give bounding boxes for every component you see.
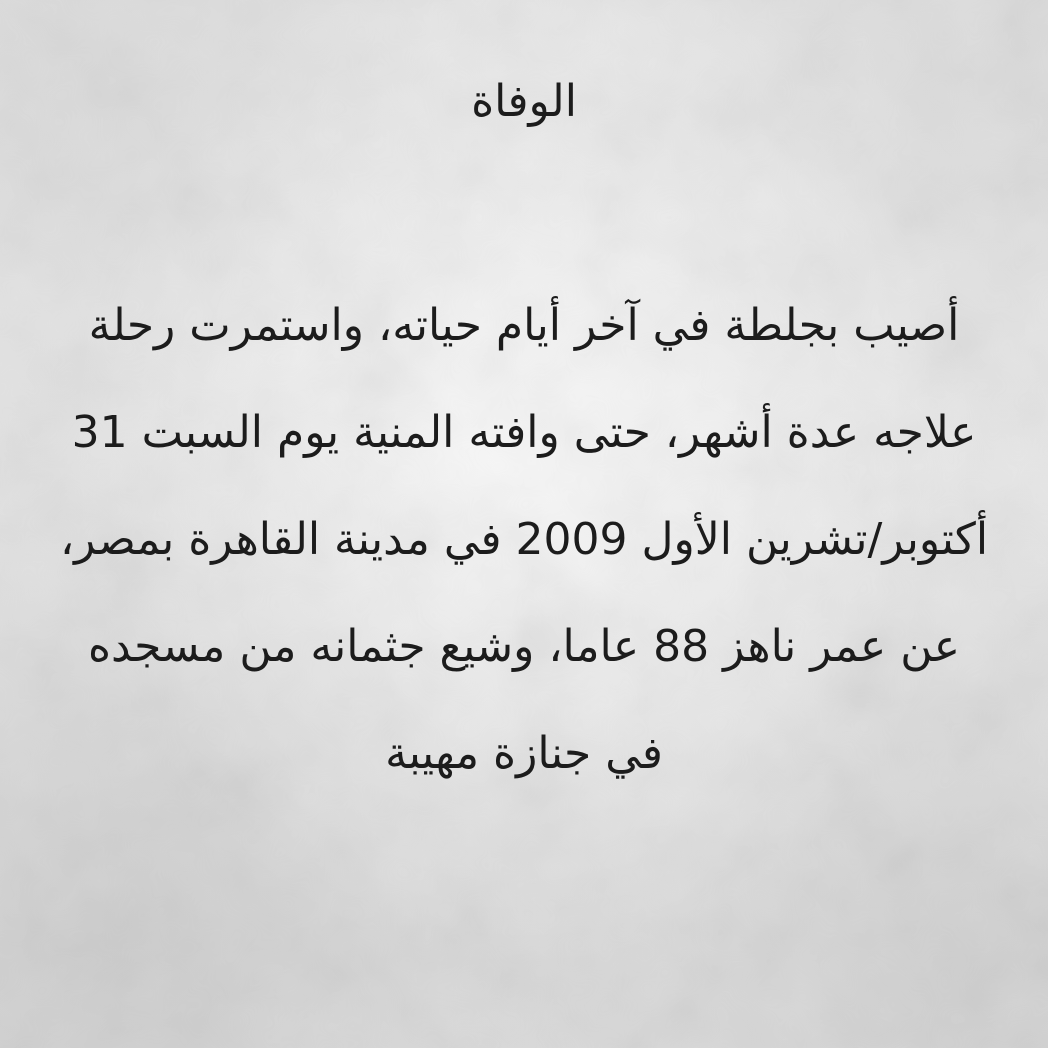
text-line: عن عمر ناهز 88 عاما، وشيع جثمانه من مسجده: [88, 621, 960, 672]
text-line: علاجه عدة أشهر، حتى وافته المنية يوم السبت 31: [71, 407, 977, 458]
text-line: أصيب بجلطة في آخر أيام حياته، واستمرت رحلة: [88, 300, 960, 351]
section-title: الوفاة: [471, 76, 577, 127]
article-body: [20, 272, 1028, 807]
text-line: أكتوبر/تشرين الأول 2009 في مدينة القاهرة بمصر،: [59, 514, 989, 565]
text-line: في جنازة مهيبة: [385, 728, 663, 779]
